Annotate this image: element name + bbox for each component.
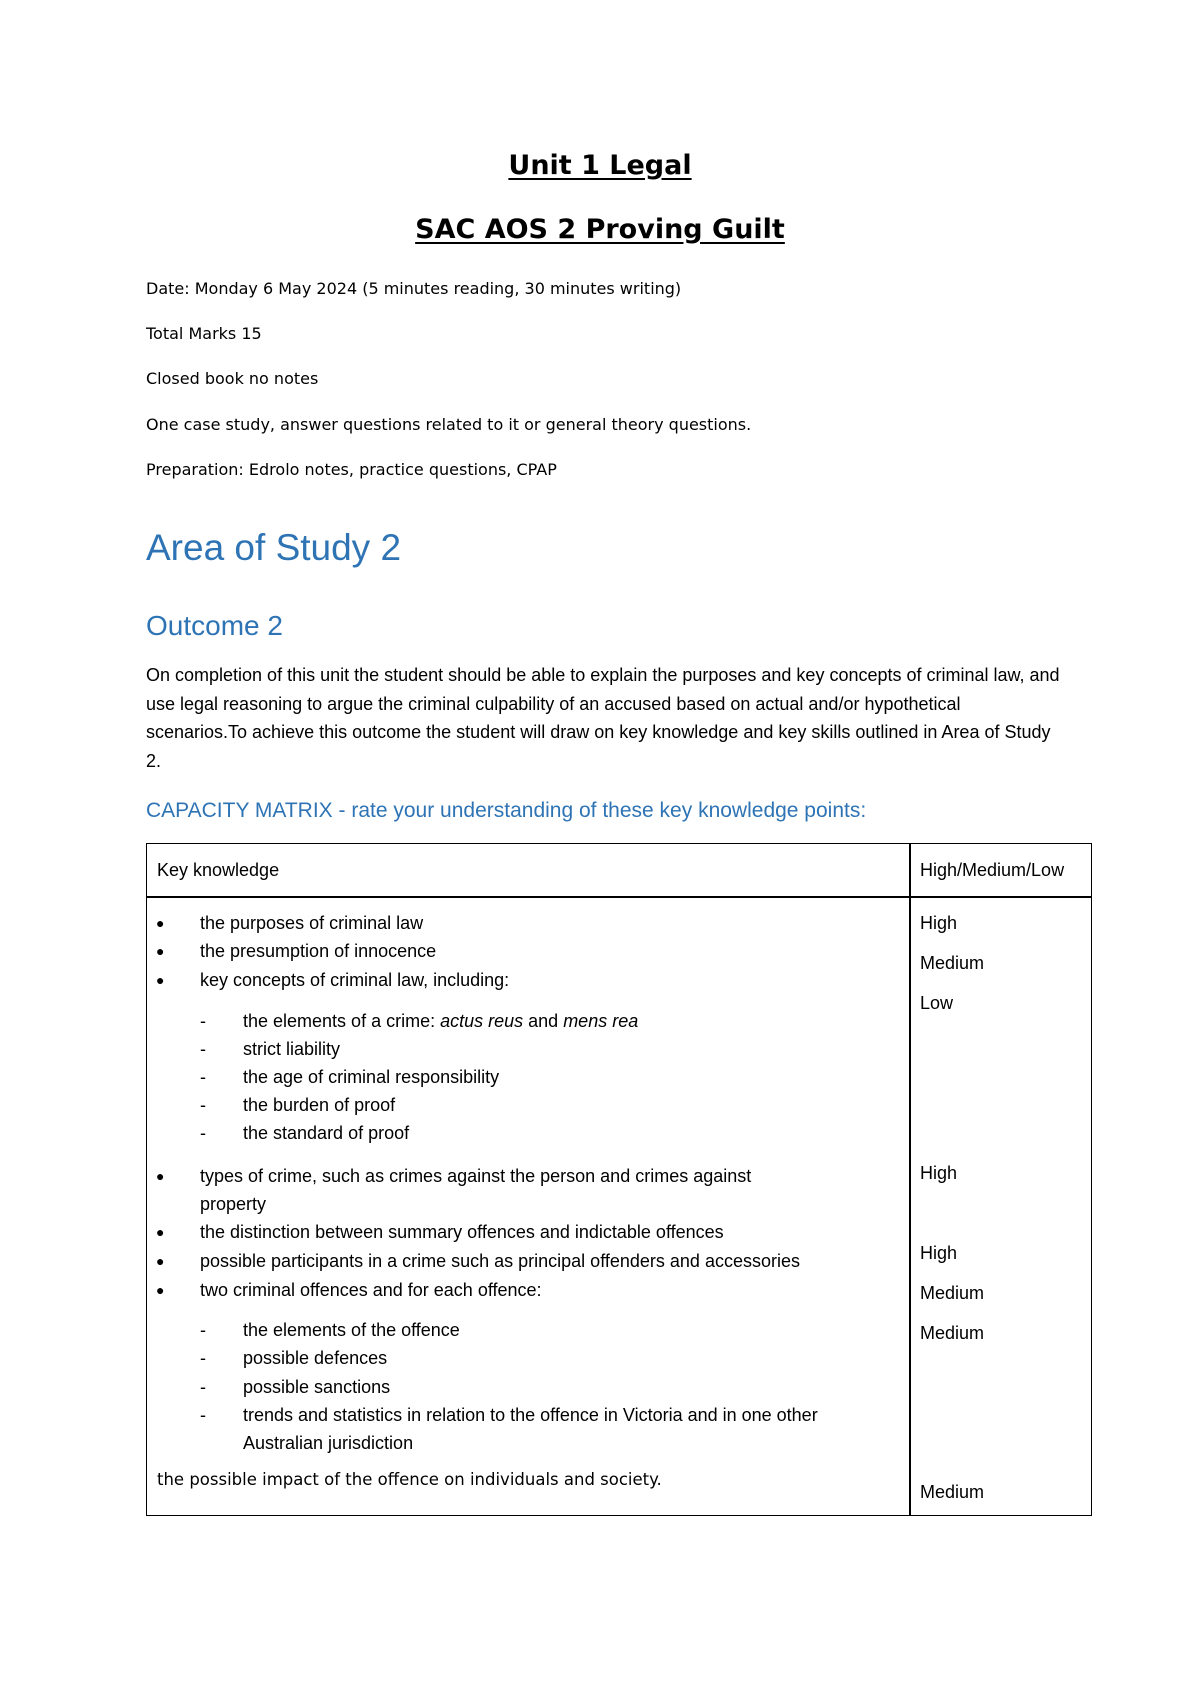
knowledge-subitem: the elements of the offence — [243, 1320, 460, 1340]
knowledge-item: possible participants in a crime such as principal offenders and accessories — [200, 1251, 800, 1271]
bullet-icon: ● — [156, 943, 165, 959]
rating-value: High — [920, 1163, 958, 1183]
rating-value: High — [920, 913, 958, 933]
knowledge-item: the distinction between summary offences and indictable offences — [200, 1222, 724, 1242]
capacity-matrix-heading: CAPACITY MATRIX - rate your understanding of these key knowledge points: — [146, 799, 867, 822]
knowledge-item: types of crime, such as crimes against the person and crimes against — [200, 1166, 752, 1186]
knowledge-item-final: the possible impact of the offence on individuals and society. — [157, 1470, 662, 1489]
rating-value: Medium — [920, 1482, 985, 1502]
knowledge-subitem: the burden of proof — [243, 1095, 396, 1115]
knowledge-subitem: the age of criminal responsibility — [243, 1067, 500, 1087]
exam-conditions: Closed book no notes — [146, 369, 319, 388]
dash-icon: - — [200, 1377, 206, 1397]
document-title: Unit 1 Legal — [508, 150, 692, 181]
knowledge-item: key concepts of criminal law, including: — [200, 970, 510, 990]
rating-value: Medium — [920, 953, 985, 973]
rating-value: High — [920, 1243, 958, 1263]
knowledge-item: the presumption of innocence — [200, 941, 437, 961]
knowledge-subitem: possible defences — [243, 1348, 388, 1368]
knowledge-subitem: the elements of a crime: actus reus and mens rea — [243, 1011, 639, 1031]
total-marks: Total Marks 15 — [146, 324, 262, 343]
exam-format: One case study, answer questions related to it or general theory questions. — [146, 415, 752, 434]
document-subtitle: SAC AOS 2 Proving Guilt — [415, 214, 785, 245]
header-key-knowledge: Key knowledge — [157, 860, 280, 880]
dash-icon: - — [200, 1011, 206, 1031]
table-column-divider — [909, 843, 911, 1516]
dash-icon: - — [200, 1095, 206, 1115]
knowledge-subitem: possible sanctions — [243, 1377, 391, 1397]
knowledge-item: the purposes of criminal law — [200, 913, 424, 933]
knowledge-subitem-continued: Australian jurisdiction — [243, 1433, 414, 1453]
bullet-icon: ● — [156, 1253, 165, 1269]
bullet-icon: ● — [156, 915, 165, 931]
dash-icon: - — [200, 1320, 206, 1340]
rating-value: Low — [920, 993, 954, 1013]
dash-icon: - — [200, 1405, 206, 1425]
exam-date: Date: Monday 6 May 2024 (5 minutes reading, 30 minutes writing) — [146, 279, 682, 298]
dash-icon: - — [200, 1348, 206, 1368]
knowledge-subitem: strict liability — [243, 1039, 341, 1059]
dash-icon: - — [200, 1067, 206, 1087]
bullet-icon: ● — [156, 1168, 165, 1184]
heading-area-of-study: Area of Study 2 — [146, 527, 402, 568]
rating-value: Medium — [920, 1323, 985, 1343]
heading-outcome: Outcome 2 — [146, 610, 283, 641]
knowledge-item: two criminal offences and for each offence: — [200, 1280, 542, 1300]
dash-icon: - — [200, 1123, 206, 1143]
header-rating: High/Medium/Low — [920, 860, 1065, 880]
bullet-icon: ● — [156, 1282, 165, 1298]
knowledge-subitem: the standard of proof — [243, 1123, 410, 1143]
exam-preparation: Preparation: Edrolo notes, practice questions, CPAP — [146, 460, 557, 479]
bullet-icon: ● — [156, 1224, 165, 1240]
outcome-description: On completion of this unit the student should be able to explain the purposes and key concepts of criminal law, and use legal reasoning to argue the criminal culpability of an accused based on actual and/or hypothetical scenarios.To achieve this outcome the student will draw on key knowledge and key skills outlined in Area of Study 2. — [146, 665, 1060, 771]
table-header-divider — [146, 896, 1092, 898]
bullet-icon: ● — [156, 972, 165, 988]
dash-icon: - — [200, 1039, 206, 1059]
knowledge-subitem: trends and statistics in relation to the offence in Victoria and in one other — [243, 1405, 818, 1425]
knowledge-item-continued: property — [200, 1194, 267, 1214]
rating-value: Medium — [920, 1283, 985, 1303]
